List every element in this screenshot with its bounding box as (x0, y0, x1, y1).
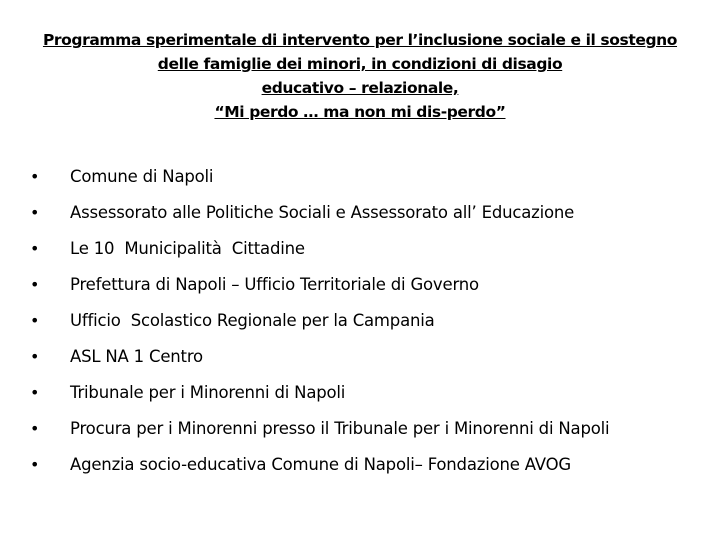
title-line-4: “Mi perdo … ma non mi dis-perdo” (214, 103, 506, 121)
list-item-text: Tribunale per i Minorenni di Napoli (70, 382, 346, 402)
list-item (30, 338, 710, 374)
bullet-icon: • (30, 238, 40, 258)
list-item-text: ASL NA 1 Centro (70, 346, 203, 366)
list-item (30, 446, 710, 482)
list-item (30, 302, 710, 338)
partner-list (30, 158, 710, 482)
list-item (30, 230, 710, 266)
bullet-icon: • (30, 346, 40, 366)
list-item-text: Ufficio Scolastico Regionale per la Campania (70, 310, 435, 330)
list-item (30, 266, 710, 302)
list-item (30, 158, 710, 194)
list-item-text: Le 10 Municipalità Cittadine (70, 238, 305, 258)
bullet-icon: • (30, 166, 40, 186)
bullet-icon: • (30, 274, 40, 294)
title-line-3: educativo – relazionale, (261, 79, 459, 97)
list-item (30, 410, 710, 446)
bullet-icon: • (30, 382, 40, 402)
bullet-icon: • (30, 310, 40, 330)
list-item (30, 194, 710, 230)
list-item-text: Prefettura di Napoli – Ufficio Territoriale di Governo (70, 274, 479, 294)
list-item-text: Agenzia socio-educativa Comune di Napoli– Fondazione AVOG (70, 454, 571, 474)
document-title (20, 28, 700, 124)
title-line-1: Programma sperimentale di intervento per l’inclusione sociale e il sostegno (42, 31, 678, 49)
list-item-text: Procura per i Minorenni presso il Tribunale per i Minorenni di Napoli (70, 418, 610, 438)
list-item (30, 374, 710, 410)
bullet-icon: • (30, 202, 40, 222)
bullet-icon: • (30, 454, 40, 474)
list-item-text: Comune di Napoli (70, 166, 214, 186)
list-item-text: Assessorato alle Politiche Sociali e Assessorato all’ Educazione (70, 202, 575, 222)
title-line-2: delle famiglie dei minori, in condizioni di disagio (157, 55, 563, 73)
bullet-icon: • (30, 418, 40, 438)
